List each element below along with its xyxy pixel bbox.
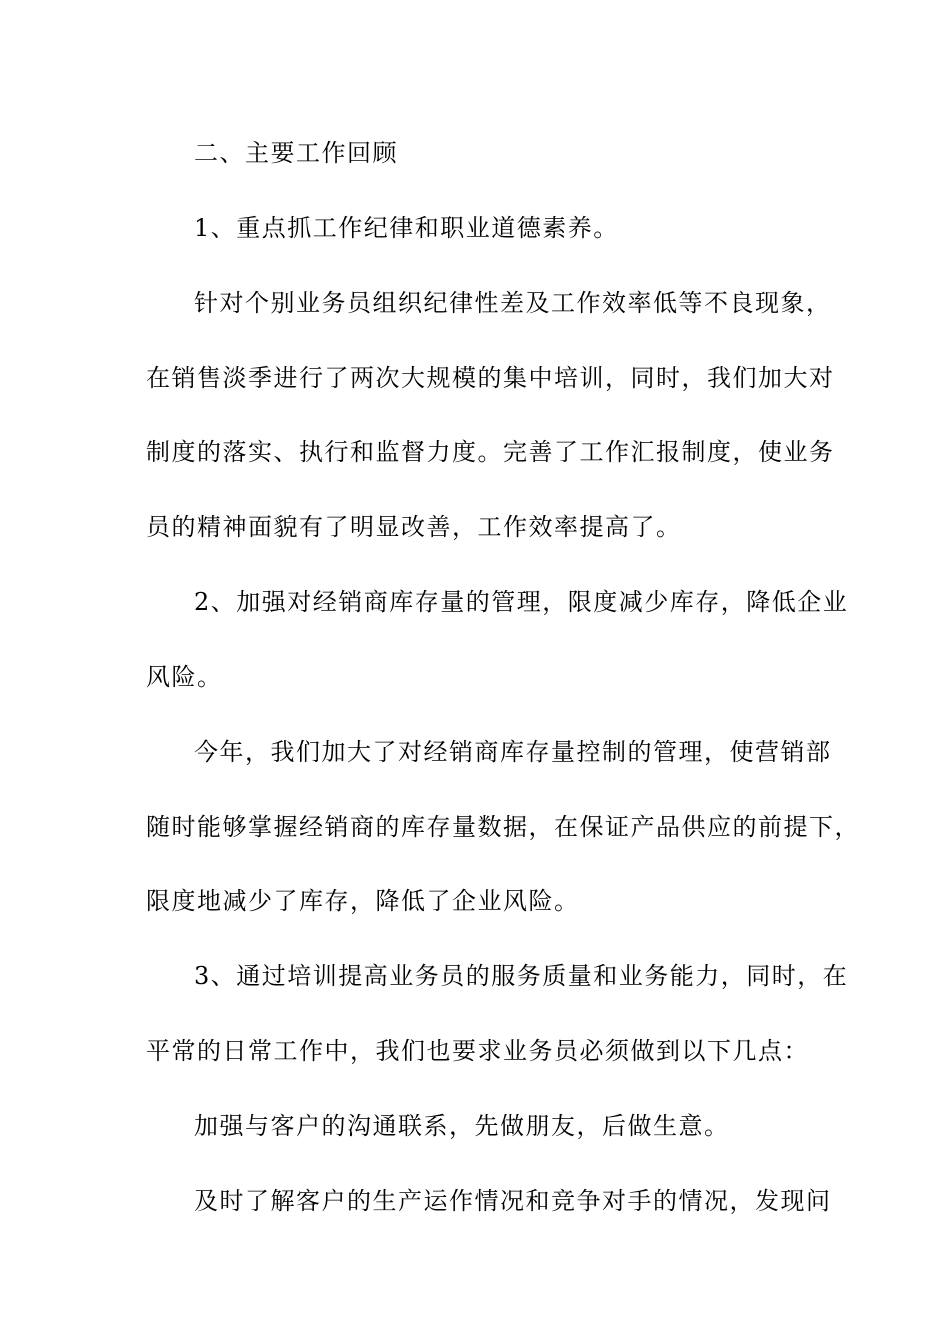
paragraph-line: 及时了解客户的生产运作情况和竞争对手的情况，发现问	[194, 1187, 832, 1215]
section-heading: 二、主要工作回顾	[194, 139, 398, 167]
paragraph-line: 针对个别业务员组织纪律性差及工作效率低等不良现象，	[194, 289, 832, 317]
paragraph-line: 限度地减少了库存，降低了企业风险。	[146, 887, 580, 915]
paragraph-line: 随时能够掌握经销商的库存量数据，在保证产品供应的前提下，	[146, 813, 860, 841]
item-heading-2: 2、加强对经销商库存量的管理，限度减少库存，降低企业	[194, 588, 849, 616]
paragraph-line: 风险。	[146, 663, 223, 691]
paragraph-line: 制度的落实、执行和监督力度。完善了工作汇报制度，使业务	[146, 438, 835, 466]
paragraph-line: 加强与客户的沟通联系，先做朋友，后做生意。	[194, 1112, 730, 1140]
paragraph-line: 在销售淡季进行了两次大规模的集中培训，同时，我们加大对	[146, 364, 835, 392]
item-heading-1: 1、重点抓工作纪律和职业道德素养。	[194, 214, 619, 242]
paragraph-line: 员的精神面貌有了明显改善，工作效率提高了。	[146, 513, 682, 541]
paragraph-line: 平常的日常工作中，我们也要求业务员必须做到以下几点：	[146, 1037, 809, 1065]
paragraph-line: 今年，我们加大了对经销商库存量控制的管理，使营销部	[194, 738, 832, 766]
item-heading-3: 3、通过培训提高业务员的服务质量和业务能力，同时，在	[194, 962, 849, 990]
